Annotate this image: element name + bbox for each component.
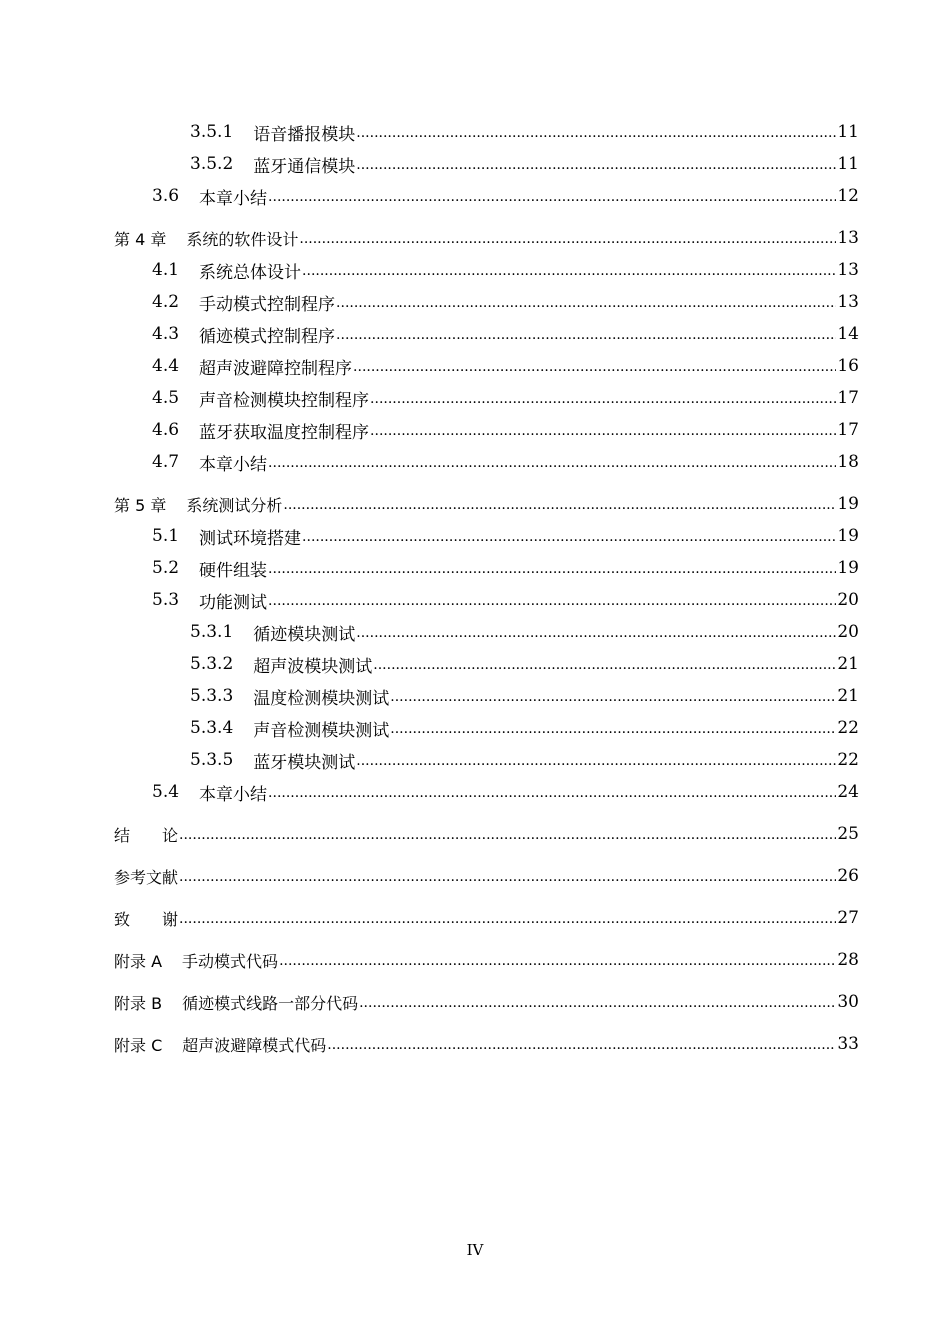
toc-entry-number: 附录 B (114, 993, 163, 1013)
toc-entry-number: 5.3.5 (190, 750, 234, 770)
toc-entry-title: 系统总体设计 (199, 262, 302, 283)
toc-entry[interactable] (114, 255, 859, 285)
toc-entry-page: 17 (837, 420, 859, 440)
toc-entry-number: 4.5 (152, 388, 180, 408)
toc-entry-title: 超声波模块测试 (253, 656, 373, 677)
toc-dot-leader (302, 255, 836, 285)
toc-entry[interactable] (114, 181, 859, 211)
toc-entry-page: 11 (837, 154, 859, 174)
toc-entry[interactable] (114, 351, 859, 381)
toc-entry-title: 本章小结 (199, 784, 268, 805)
toc-entry-number: 3.5.1 (190, 122, 234, 142)
toc-entry[interactable] (114, 553, 859, 583)
toc-entry[interactable] (114, 987, 859, 1017)
toc-entry[interactable] (114, 117, 859, 147)
toc-entry-page: 13 (837, 292, 859, 312)
toc-entry-page: 13 (837, 228, 859, 248)
toc-entry-title: 蓝牙获取温度控制程序 (199, 422, 370, 443)
toc-entry-page: 16 (837, 356, 859, 376)
toc-entry-page: 33 (837, 1034, 859, 1054)
toc-entry-number: 4.6 (152, 420, 180, 440)
toc-entry[interactable] (114, 447, 859, 477)
toc-entry-title: 测试环境搭建 (199, 528, 302, 549)
toc-entry-page: 12 (837, 186, 859, 206)
toc-entry-number: 5.3.4 (190, 718, 234, 738)
toc-entry-page: 21 (837, 686, 859, 706)
toc-dot-leader (299, 223, 836, 253)
toc-entry-page: 25 (837, 824, 859, 844)
toc-dot-leader (302, 521, 836, 551)
toc-entry[interactable] (114, 489, 859, 519)
toc-dot-leader (356, 149, 836, 179)
toc-entry-page: 17 (837, 388, 859, 408)
toc-entry[interactable] (114, 649, 859, 679)
toc-entry-number: 4.1 (152, 260, 180, 280)
page-number: IV (466, 1241, 484, 1259)
toc-entry-title: 致 谢 (114, 909, 179, 929)
toc-entry-title: 声音检测模块控制程序 (199, 390, 370, 411)
toc-entry[interactable] (114, 861, 859, 891)
toc-entry-page: 19 (837, 526, 859, 546)
toc-entry-number: 5.4 (152, 782, 180, 802)
toc-dot-leader (327, 1029, 836, 1059)
toc-entry[interactable] (114, 287, 859, 317)
toc-dot-leader (370, 383, 836, 413)
toc-dot-leader (336, 319, 836, 349)
toc-dot-leader (283, 489, 836, 519)
toc-entry-page: 20 (837, 590, 859, 610)
toc-entry-title: 硬件组装 (199, 560, 268, 581)
toc-entry-title: 循迹模块测试 (253, 624, 356, 645)
toc-entry-title: 超声波避障模式代码 (182, 1035, 327, 1055)
toc-dot-leader (390, 681, 836, 711)
toc-entry[interactable] (114, 223, 859, 253)
toc-entry-page: 24 (837, 782, 859, 802)
toc-entry-title: 声音检测模块测试 (253, 720, 390, 741)
toc-dot-leader (268, 585, 836, 615)
toc-entry-page: 28 (837, 950, 859, 970)
toc-entry[interactable] (114, 415, 859, 445)
toc-entry-title: 手动模式控制程序 (199, 294, 336, 315)
toc-entry[interactable] (114, 777, 859, 807)
toc-dot-leader (179, 861, 836, 891)
toc-dot-leader (268, 447, 836, 477)
toc-entry[interactable] (114, 521, 859, 551)
toc-entry-title: 结 论 (114, 825, 179, 845)
toc-entry[interactable] (114, 945, 859, 975)
toc-dot-leader (268, 553, 836, 583)
toc-entry[interactable] (114, 617, 859, 647)
toc-entry-page: 22 (837, 750, 859, 770)
toc-entry[interactable] (114, 1029, 859, 1059)
toc-entry[interactable] (114, 149, 859, 179)
toc-entry[interactable] (114, 585, 859, 615)
toc-entry-page: 27 (837, 908, 859, 928)
toc-entry-number: 附录 A (114, 951, 163, 971)
toc-entry-number: 4.3 (152, 324, 180, 344)
toc-entry-number: 5.3.1 (190, 622, 234, 642)
toc-entry[interactable] (114, 745, 859, 775)
toc-entry-number: 第 4 章 (114, 229, 167, 249)
toc-entry[interactable] (114, 681, 859, 711)
toc-dot-leader (356, 617, 836, 647)
toc-entry-title: 本章小结 (199, 454, 268, 475)
toc-entry-title: 循迹模式控制程序 (199, 326, 336, 347)
toc-dot-leader (179, 903, 836, 933)
toc-entry-page: 21 (837, 654, 859, 674)
toc-dot-leader (268, 777, 836, 807)
toc-entry[interactable] (114, 819, 859, 849)
toc-entry-title: 温度检测模块测试 (253, 688, 390, 709)
toc-entry-page: 11 (837, 122, 859, 142)
toc-entry-number: 5.3.2 (190, 654, 234, 674)
toc-entry-number: 5.2 (152, 558, 180, 578)
toc-entry-page: 19 (837, 494, 859, 514)
toc-entry-number: 3.6 (152, 186, 180, 206)
toc-entry-number: 4.2 (152, 292, 180, 312)
toc-entry-title: 本章小结 (199, 188, 268, 209)
toc-dot-leader (356, 745, 836, 775)
toc-entry-page: 19 (837, 558, 859, 578)
toc-entry-title: 系统的软件设计 (186, 229, 299, 249)
toc-dot-leader (390, 713, 836, 743)
toc-dot-leader (279, 945, 836, 975)
toc-dot-leader (359, 987, 836, 1017)
toc-entry-number: 5.3 (152, 590, 180, 610)
toc-dot-leader (353, 351, 836, 381)
toc-entry-title: 超声波避障控制程序 (199, 358, 353, 379)
toc-entry-page: 22 (837, 718, 859, 738)
toc-entry[interactable] (114, 903, 859, 933)
toc-dot-leader (356, 117, 836, 147)
toc-dot-leader (336, 287, 836, 317)
toc-entry-title: 手动模式代码 (182, 951, 279, 971)
toc-entry-title: 蓝牙模块测试 (253, 752, 356, 773)
toc-entry[interactable] (114, 713, 859, 743)
toc-entry-title: 功能测试 (199, 592, 268, 613)
toc-entry-page: 20 (837, 622, 859, 642)
toc-entry-title: 参考文献 (114, 867, 179, 887)
toc-dot-leader (370, 415, 836, 445)
toc-entry-page: 30 (837, 992, 859, 1012)
toc-dot-leader (373, 649, 836, 679)
toc-entry-page: 14 (837, 324, 859, 344)
toc-entry-title: 蓝牙通信模块 (253, 156, 356, 177)
toc-entry[interactable] (114, 319, 859, 349)
toc-entry-page: 26 (837, 866, 859, 886)
toc-entry-title: 系统测试分析 (186, 495, 283, 515)
toc-entry-number: 3.5.2 (190, 154, 234, 174)
toc-entry-number: 4.4 (152, 356, 180, 376)
toc-entry-page: 18 (837, 452, 859, 472)
toc-entry-page: 13 (837, 260, 859, 280)
toc-entry-title: 循迹模式线路一部分代码 (182, 993, 359, 1013)
toc-entry-number: 5.3.3 (190, 686, 234, 706)
toc-entry-number: 附录 C (114, 1035, 163, 1055)
toc-entry-number: 第 5 章 (114, 495, 167, 515)
toc-entry-number: 5.1 (152, 526, 180, 546)
toc-dot-leader (268, 181, 836, 211)
toc-entry-number: 4.7 (152, 452, 180, 472)
toc-entry-title: 语音播报模块 (253, 124, 356, 145)
toc-dot-leader (179, 819, 836, 849)
toc-entry[interactable] (114, 383, 859, 413)
